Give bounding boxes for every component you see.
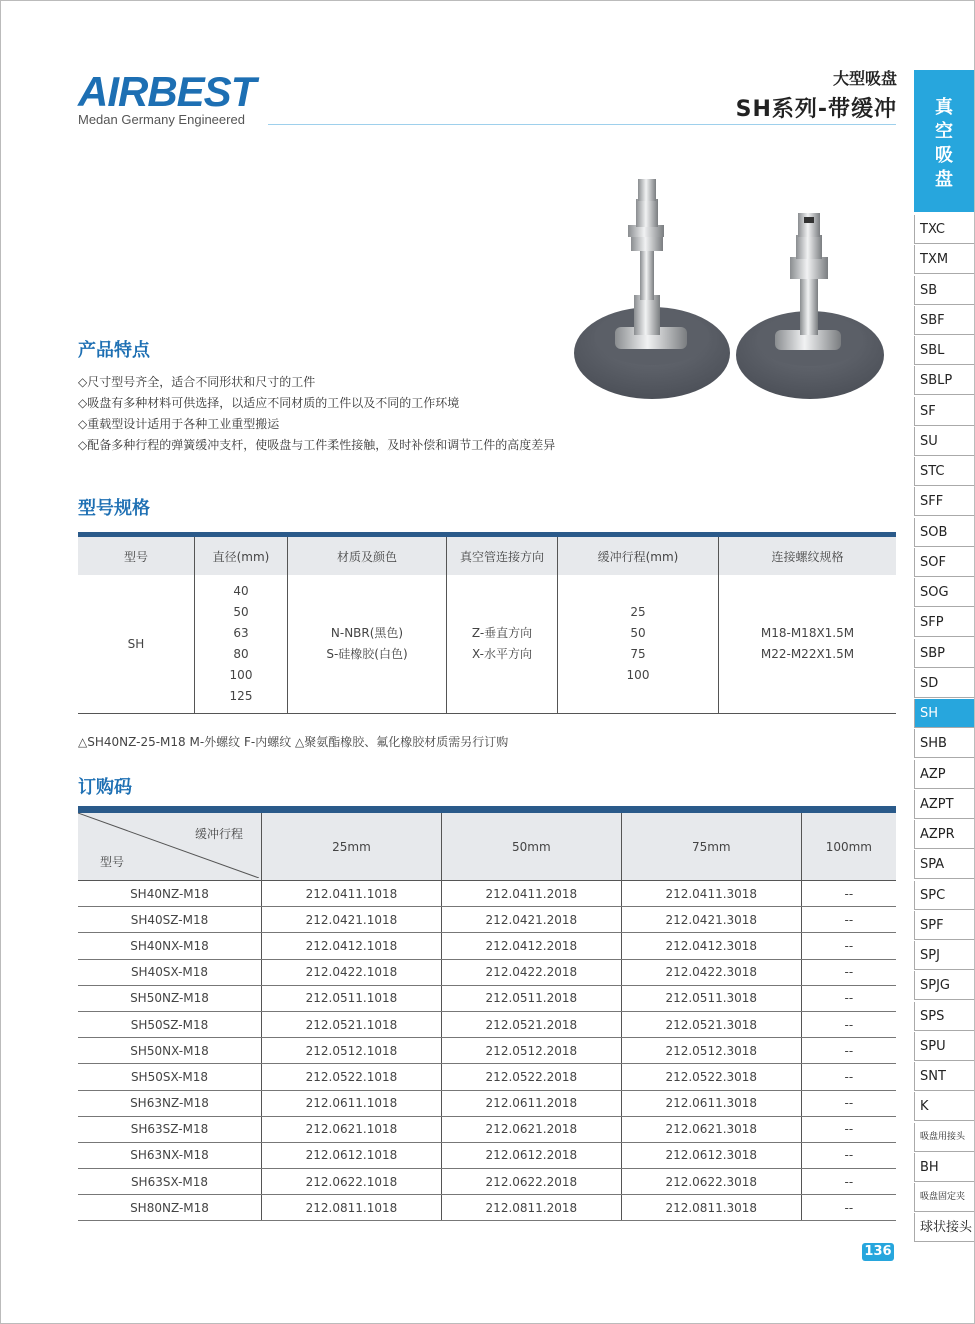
- order-row: [78, 1011, 896, 1037]
- order-code-cell: 212.0512.3018: [621, 1038, 801, 1064]
- order-code-cell: --: [801, 1038, 896, 1064]
- order-code-cell: 212.0411.1018: [262, 881, 442, 907]
- sidebar-category-label: 真空吸盘: [935, 97, 953, 190]
- sidebar-item[interactable]: 球状接头: [914, 1213, 974, 1242]
- header-divider: [268, 124, 896, 125]
- order-code-cell: 212.0621.1018: [262, 1116, 442, 1142]
- corner-bottom-label: 型号: [100, 855, 125, 869]
- order-code-cell: --: [801, 933, 896, 959]
- spec-note: △SH40NZ-25-M18 M-外螺纹 F-内螺纹 △聚氨酯橡胶、氟化橡胶材质需另行订购: [78, 735, 509, 749]
- stroke-value: 50: [630, 626, 646, 640]
- sidebar-item[interactable]: 吸盘用接头: [914, 1123, 974, 1152]
- sidebar-item[interactable]: SPA: [914, 850, 974, 879]
- sidebar-item[interactable]: SBP: [914, 639, 974, 668]
- sidebar-item[interactable]: SHB: [914, 729, 974, 758]
- feature-item: ◇重载型设计适用于各种工业重型搬运: [78, 417, 280, 431]
- order-corner-cell: [78, 810, 262, 881]
- sidebar-item[interactable]: STC: [914, 457, 974, 486]
- spec-model: SH: [78, 575, 195, 714]
- series-title: SH系列-带缓冲: [735, 97, 897, 122]
- order-code-cell: --: [801, 959, 896, 985]
- product-image: [560, 175, 900, 405]
- order-column-header: 25mm: [262, 810, 442, 881]
- sidebar-item[interactable]: SBLP: [914, 366, 974, 395]
- order-column-header: 75mm: [621, 810, 801, 881]
- order-code-cell: 212.0511.1018: [262, 985, 442, 1011]
- direction-value: X-水平方向: [472, 647, 532, 661]
- order-code-cell: 212.0612.3018: [621, 1142, 801, 1168]
- order-code-cell: 212.0522.1018: [262, 1064, 442, 1090]
- sidebar-item[interactable]: SPU: [914, 1032, 974, 1061]
- spec-directions: [447, 575, 558, 714]
- sidebar-item[interactable]: 吸盘固定夹: [914, 1183, 974, 1212]
- diameter-value: 50: [233, 605, 249, 619]
- sidebar-item[interactable]: BH: [914, 1153, 974, 1182]
- order-row: [78, 1169, 896, 1195]
- order-row: [78, 1195, 896, 1221]
- sidebar-item[interactable]: SH: [914, 699, 974, 728]
- corner-top-label: 缓冲行程: [194, 827, 243, 841]
- spec-header-cell: 缓冲行程(mm): [558, 535, 719, 576]
- spec-materials: [288, 575, 447, 714]
- order-code-cell: --: [801, 881, 896, 907]
- material-value: N-NBR(黑色): [330, 626, 404, 640]
- order-code-cell: --: [801, 1116, 896, 1142]
- thread-value: M18-M18X1.5M: [760, 626, 855, 640]
- order-row: [78, 1064, 896, 1090]
- sidebar-item[interactable]: SF: [914, 397, 974, 426]
- sidebar-item[interactable]: AZPR: [914, 820, 974, 849]
- sidebar-item[interactable]: SOF: [914, 548, 974, 577]
- order-header-row: [78, 810, 896, 881]
- sidebar-item[interactable]: SPJ: [914, 941, 974, 970]
- order-code-cell: 212.0512.1018: [262, 1038, 442, 1064]
- sidebar-item[interactable]: SPF: [914, 911, 974, 940]
- diameter-value: 63: [233, 626, 249, 640]
- sidebar-item[interactable]: K: [914, 1092, 974, 1121]
- order-code-cell: 212.0412.3018: [621, 933, 801, 959]
- page-number: 136: [862, 1243, 894, 1261]
- order-table: [78, 806, 896, 1221]
- feature-item: ◇吸盘有多种材料可供选择，以适应不同材质的工件以及不同的工作环境: [78, 396, 460, 410]
- order-model-cell: SH63SZ-M18: [78, 1116, 262, 1142]
- order-model-cell: SH40SZ-M18: [78, 907, 262, 933]
- material-value: S-硅橡胶(白色): [326, 647, 408, 661]
- spec-threads: [719, 575, 897, 714]
- features-list: [78, 372, 555, 456]
- order-code-cell: 212.0621.2018: [441, 1116, 621, 1142]
- order-code-cell: 212.0521.3018: [621, 1011, 801, 1037]
- sidebar-item[interactable]: TXC: [914, 215, 974, 244]
- order-row: [78, 907, 896, 933]
- sidebar-item[interactable]: SBL: [914, 336, 974, 365]
- order-code-cell: --: [801, 1090, 896, 1116]
- order-code-cell: 212.0521.1018: [262, 1011, 442, 1037]
- order-code-cell: 212.0522.3018: [621, 1064, 801, 1090]
- order-model-cell: SH63NZ-M18: [78, 1090, 262, 1116]
- feature-item: ◇尺寸型号齐全，适合不同形状和尺寸的工件: [78, 375, 316, 389]
- sidebar-item[interactable]: SBF: [914, 306, 974, 335]
- order-code-cell: 212.0811.1018: [262, 1195, 442, 1221]
- sidebar-item[interactable]: SD: [914, 669, 974, 698]
- brand-logo: [78, 68, 256, 127]
- spec-header-cell: 材质及颜色: [288, 535, 447, 576]
- order-model-cell: SH40SX-M18: [78, 959, 262, 985]
- order-row: [78, 959, 896, 985]
- spec-header-cell: 型号: [78, 535, 195, 576]
- spec-header-cell: 连接螺纹规格: [719, 535, 897, 576]
- diameter-value: 125: [229, 689, 253, 703]
- order-code-cell: 212.0811.2018: [441, 1195, 621, 1221]
- spec-header-row: [78, 535, 896, 576]
- order-code-cell: 212.0622.2018: [441, 1169, 621, 1195]
- brand-tagline: Medan Germany Engineered: [78, 112, 245, 127]
- brand-name: AIRBEST: [78, 68, 256, 115]
- direction-value: Z-垂直方向: [471, 626, 533, 640]
- order-model-cell: SH40NX-M18: [78, 933, 262, 959]
- order-code-cell: --: [801, 907, 896, 933]
- spec-table: [78, 532, 896, 714]
- sidebar-item[interactable]: SB: [914, 276, 974, 305]
- order-row: [78, 1116, 896, 1142]
- order-model-cell: SH63NX-M18: [78, 1142, 262, 1168]
- sidebar-item[interactable]: SU: [914, 427, 974, 456]
- order-code-cell: 212.0421.3018: [621, 907, 801, 933]
- suction-cup-left: [574, 179, 730, 399]
- order-code-cell: 212.0612.1018: [262, 1142, 442, 1168]
- order-row: [78, 933, 896, 959]
- order-code-cell: --: [801, 1011, 896, 1037]
- category-title: 大型吸盘: [832, 69, 897, 88]
- order-row: [78, 985, 896, 1011]
- diameter-value: 80: [233, 647, 249, 661]
- order-code-cell: 212.0522.2018: [441, 1064, 621, 1090]
- order-code-cell: 212.0811.3018: [621, 1195, 801, 1221]
- spec-title: 型号规格: [78, 498, 150, 519]
- order-code-cell: 212.0611.3018: [621, 1090, 801, 1116]
- stroke-value: 25: [630, 605, 646, 619]
- order-code-cell: 212.0421.1018: [262, 907, 442, 933]
- order-code-cell: 212.0511.2018: [441, 985, 621, 1011]
- order-code-cell: 212.0512.2018: [441, 1038, 621, 1064]
- order-model-cell: SH40NZ-M18: [78, 881, 262, 907]
- order-code-cell: --: [801, 985, 896, 1011]
- sidebar-item[interactable]: TXM: [914, 245, 974, 274]
- order-code-cell: 212.0622.3018: [621, 1169, 801, 1195]
- order-code-cell: 212.0422.1018: [262, 959, 442, 985]
- spec-header-cell: 直径(mm): [195, 535, 288, 576]
- stroke-value: 75: [630, 647, 646, 661]
- features-title: 产品特点: [78, 340, 150, 361]
- order-code-cell: --: [801, 1169, 896, 1195]
- order-code-cell: 212.0621.3018: [621, 1116, 801, 1142]
- order-code-cell: 212.0611.2018: [441, 1090, 621, 1116]
- sidebar-item[interactable]: SFP: [914, 608, 974, 637]
- order-code-cell: --: [801, 1064, 896, 1090]
- order-body: [78, 881, 896, 1221]
- order-code-cell: 212.0511.3018: [621, 985, 801, 1011]
- sidebar-item[interactable]: SFF: [914, 487, 974, 516]
- order-code-cell: 212.0412.2018: [441, 933, 621, 959]
- order-code-cell: 212.0411.3018: [621, 881, 801, 907]
- order-row: [78, 1090, 896, 1116]
- order-model-cell: SH80NZ-M18: [78, 1195, 262, 1221]
- order-column-header: 100mm: [801, 810, 896, 881]
- order-code-cell: 212.0422.2018: [441, 959, 621, 985]
- sidebar-item[interactable]: AZPT: [914, 790, 974, 819]
- sidebar-item[interactable]: SPC: [914, 881, 974, 910]
- order-model-cell: SH50SZ-M18: [78, 1011, 262, 1037]
- sidebar-item[interactable]: SOB: [914, 518, 974, 547]
- spec-header-cell: 真空管连接方向: [447, 535, 558, 576]
- order-code-cell: 212.0622.1018: [262, 1169, 442, 1195]
- order-code-cell: --: [801, 1142, 896, 1168]
- sidebar-index: [914, 215, 974, 1244]
- sidebar-item[interactable]: SPJG: [914, 971, 974, 1000]
- order-column-header: 50mm: [441, 810, 621, 881]
- order-model-cell: SH50SX-M18: [78, 1064, 262, 1090]
- order-code-cell: 212.0521.2018: [441, 1011, 621, 1037]
- order-model-cell: SH50NZ-M18: [78, 985, 262, 1011]
- spec-strokes: [558, 575, 719, 714]
- order-row: [78, 881, 896, 907]
- order-code-cell: 212.0421.2018: [441, 907, 621, 933]
- sidebar-item[interactable]: SOG: [914, 578, 974, 607]
- feature-item: ◇配备多种行程的弹簧缓冲支杆，使吸盘与工件柔性接触，及时补偿和调节工件的高度差异: [78, 438, 556, 452]
- order-title: 订购码: [78, 777, 132, 798]
- spec-diameters: [195, 575, 288, 714]
- sidebar-item[interactable]: SPS: [914, 1002, 974, 1031]
- order-model-cell: SH63SX-M18: [78, 1169, 262, 1195]
- order-code-cell: --: [801, 1195, 896, 1221]
- order-model-cell: SH50NX-M18: [78, 1038, 262, 1064]
- diameter-value: 40: [233, 584, 249, 598]
- stroke-value: 100: [626, 668, 650, 682]
- order-code-cell: 212.0612.2018: [441, 1142, 621, 1168]
- diameter-value: 100: [229, 668, 253, 682]
- sidebar-item[interactable]: AZP: [914, 760, 974, 789]
- order-code-cell: 212.0412.1018: [262, 933, 442, 959]
- sidebar-item[interactable]: SNT: [914, 1062, 974, 1091]
- order-row: [78, 1038, 896, 1064]
- order-code-cell: 212.0422.3018: [621, 959, 801, 985]
- order-row: [78, 1142, 896, 1168]
- order-code-cell: 212.0611.1018: [262, 1090, 442, 1116]
- thread-value: M22-M22X1.5M: [760, 647, 855, 661]
- spec-row: [78, 575, 896, 714]
- order-code-cell: 212.0411.2018: [441, 881, 621, 907]
- suction-cup-right: [736, 213, 884, 399]
